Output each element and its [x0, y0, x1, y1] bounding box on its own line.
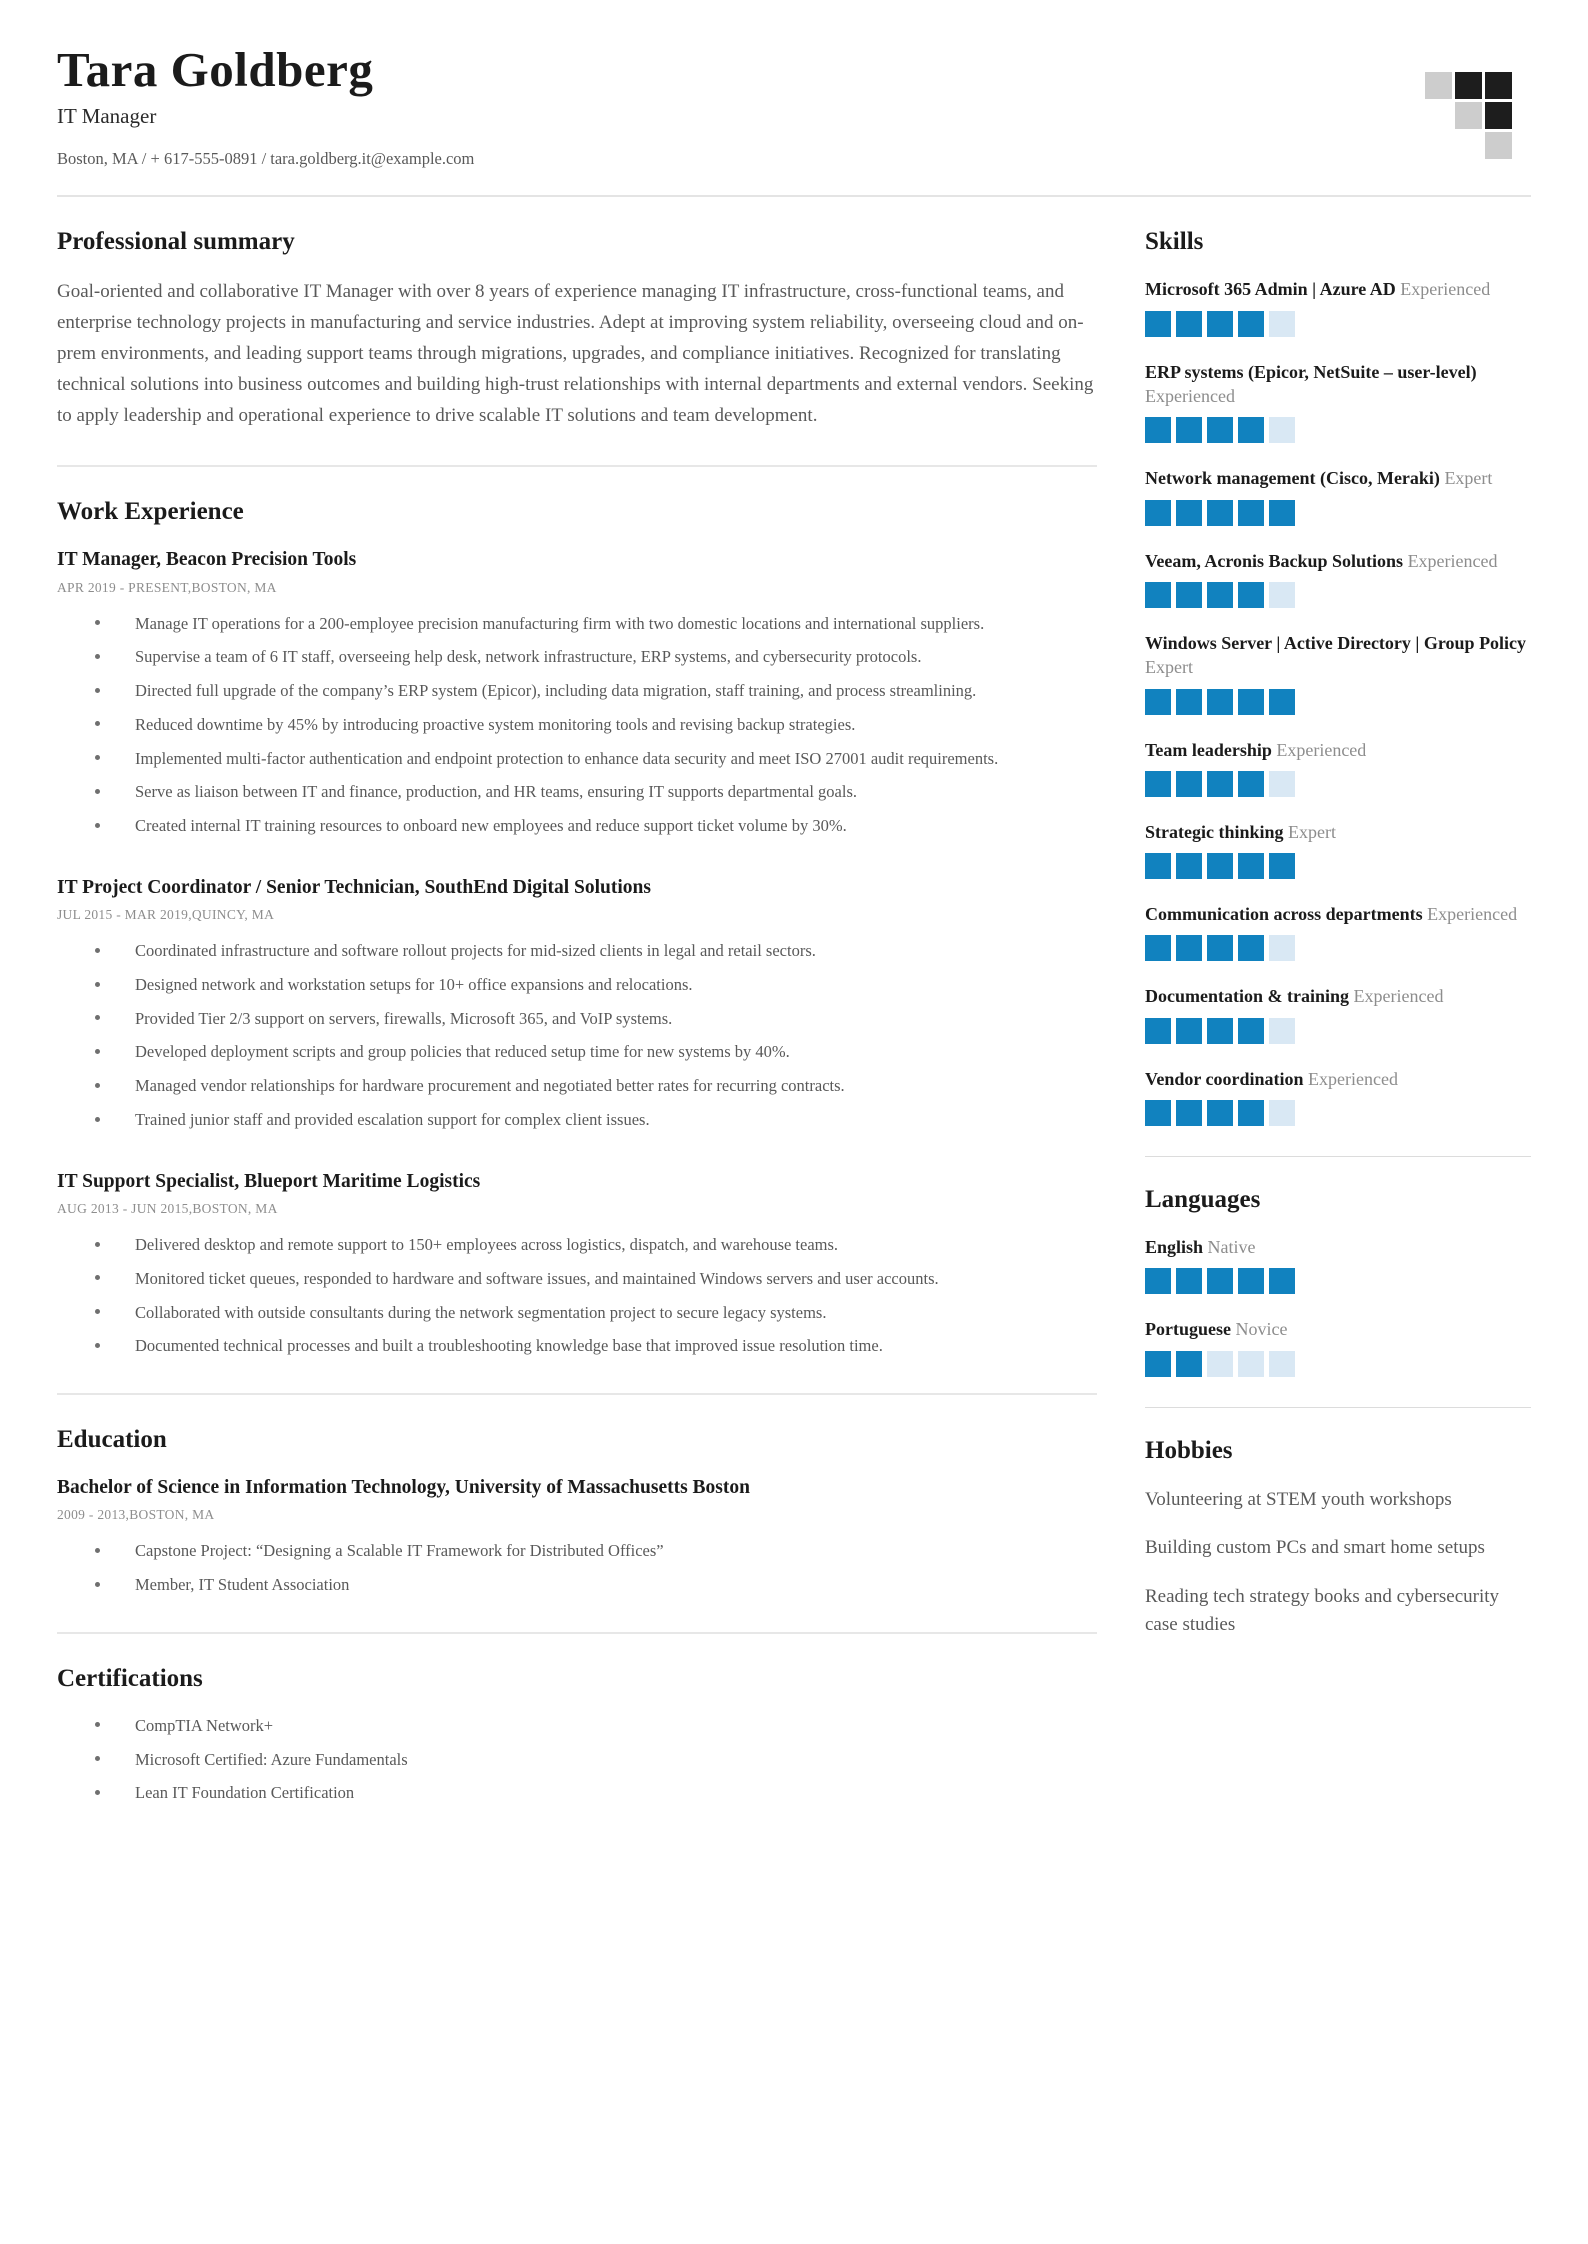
language-level: Novice [1235, 1319, 1288, 1340]
hobby-item: Volunteering at STEM youth workshops [1145, 1488, 1452, 1510]
language-item [1145, 1317, 1531, 1376]
language-item [1145, 1235, 1531, 1294]
sidebar [1145, 227, 1531, 1639]
education-bullet-list [57, 1539, 1097, 1598]
job-bullet: Managed vendor relationships for hardware procurement and negotiated better rates for recurring contracts. [95, 1074, 1097, 1099]
skill-item [1145, 466, 1531, 525]
skill-item [1145, 360, 1531, 444]
job-meta: AUG 2013 - JUN 2015,BOSTON, MA [57, 1201, 278, 1217]
language-name: Portuguese [1145, 1319, 1231, 1340]
skill-level: Experienced [1145, 386, 1235, 407]
job-bullet: Implemented multi-factor authentication and endpoint protection to enhance data security and meet ISO 27001 audit requirements. [95, 747, 1097, 772]
rating-square [1176, 500, 1202, 526]
education-bullet: Member, IT Student Association [95, 1573, 1097, 1598]
rating-square [1176, 1268, 1202, 1294]
language-line [1145, 1235, 1531, 1259]
sidebar-divider [1145, 1407, 1531, 1408]
sidebar-divider [1145, 1156, 1531, 1157]
skill-name: Network management (Cisco, Meraki) [1145, 468, 1440, 489]
skill-item [1145, 738, 1531, 797]
rating-square [1145, 500, 1171, 526]
language-rating [1145, 1268, 1531, 1294]
certification-item: Microsoft Certified: Azure Fundamentals [95, 1748, 1097, 1773]
rating-square [1145, 1018, 1171, 1044]
job-entry [57, 547, 1097, 839]
job-bullet: Serve as liaison between IT and finance, production, and HR teams, ensuring IT supports departmental goals. [95, 780, 1097, 805]
logo-cell [1485, 72, 1512, 99]
job-meta: JUL 2015 - MAR 2019,QUINCY, MA [57, 907, 275, 923]
language-level: Native [1207, 1237, 1256, 1257]
skill-item [1145, 549, 1531, 608]
rating-square [1269, 853, 1295, 879]
job-title: IT Manager, Beacon Precision Tools [57, 549, 357, 571]
certification-item: Lean IT Foundation Certification [95, 1781, 1097, 1806]
person-name: Tara Goldberg [57, 42, 374, 97]
rating-square [1269, 1100, 1295, 1126]
section-certifications [57, 1664, 1097, 1806]
language-line [1145, 1317, 1531, 1341]
logo-cell [1455, 102, 1482, 129]
skill-name: Windows Server | Active Directory | Group Policy [1145, 632, 1527, 653]
rating-square [1269, 1351, 1295, 1377]
summary-heading: Professional summary [57, 228, 295, 256]
section-divider [57, 1393, 1097, 1395]
rating-square [1269, 935, 1295, 961]
language-name: English [1145, 1237, 1204, 1257]
job-bullet: Collaborated with outside consultants during the network segmentation project to secure legacy systems. [95, 1301, 1097, 1326]
skill-rating [1145, 1018, 1531, 1044]
job-bullet: Monitored ticket queues, responded to hardware and software issues, and maintained Windows servers and user accounts. [95, 1267, 1097, 1292]
rating-square [1269, 582, 1295, 608]
skill-name: Strategic thinking [1145, 821, 1284, 842]
skill-line [1145, 277, 1531, 301]
hobby-item: Reading tech strategy books and cybersecurity case studies [1145, 1585, 1500, 1636]
rating-square [1176, 689, 1202, 715]
content-columns [57, 227, 1531, 1815]
rating-square [1176, 1100, 1202, 1126]
rating-square [1269, 417, 1295, 443]
skill-name: ERP systems (Epicor, NetSuite – user-level) [1145, 361, 1477, 382]
section-education [57, 1425, 1097, 1598]
job-bullet: Delivered desktop and remote support to 150+ employees across logistics, dispatch, and warehouse teams. [95, 1233, 1097, 1258]
logo-cell-blank [1425, 132, 1452, 159]
skill-name: Microsoft 365 Admin | Azure AD [1145, 279, 1396, 300]
skill-rating [1145, 771, 1531, 797]
skill-line [1145, 360, 1531, 409]
hobby-item: Building custom PCs and smart home setups [1145, 1537, 1485, 1559]
skill-level: Experienced [1308, 1068, 1398, 1089]
rating-square [1238, 771, 1264, 797]
skill-line [1145, 1067, 1531, 1091]
job-bullet-list [57, 1233, 1097, 1359]
rating-square [1238, 689, 1264, 715]
certification-item: CompTIA Network+ [95, 1714, 1097, 1739]
job-bullet: Documented technical processes and built a troubleshooting knowledge base that improved issue resolution time. [95, 1334, 1097, 1359]
skills-heading: Skills [1145, 228, 1204, 256]
rating-square [1145, 1351, 1171, 1377]
skill-item [1145, 631, 1531, 715]
skill-item [1145, 1067, 1531, 1126]
rating-square [1176, 771, 1202, 797]
rating-square [1176, 1018, 1202, 1044]
rating-square [1207, 1268, 1233, 1294]
rating-square [1269, 311, 1295, 337]
section-languages [1145, 1185, 1531, 1377]
job-entry [57, 875, 1097, 1133]
rating-square [1238, 1351, 1264, 1377]
rating-square [1269, 689, 1295, 715]
skill-rating [1145, 582, 1531, 608]
rating-square [1176, 1351, 1202, 1377]
skill-line [1145, 984, 1531, 1008]
rating-square [1269, 1268, 1295, 1294]
job-bullet-list [57, 939, 1097, 1133]
contact-line: Boston, MA / + 617-555-0891 / tara.goldberg.it@example.com [57, 149, 475, 169]
rating-square [1207, 1018, 1233, 1044]
rating-square [1145, 935, 1171, 961]
summary-text: Goal-oriented and collaborative IT Manager with over 8 years of experience managing IT infrastructure, cross-functional teams, and enterprise technology projects in manufacturing and service industries. Adept at improving system reliability, overseeing cloud and on-prem environments, and leading support teams through migrations, upgrades, and compliance initiatives. Recognized for translating technical solutions into business outcomes and building high-trust relationships with internal departments and external vendors. Seeking to apply leadership and operational experience to drive scalable IT solutions and team development. [57, 281, 1094, 426]
skill-line [1145, 466, 1531, 490]
skill-rating [1145, 1100, 1531, 1126]
rating-square [1145, 417, 1171, 443]
certification-list [57, 1714, 1097, 1806]
header-divider [57, 195, 1531, 197]
rating-square [1238, 935, 1264, 961]
education-bullet: Capstone Project: “Designing a Scalable IT Framework for Distributed Offices” [95, 1539, 1097, 1564]
rating-square [1176, 935, 1202, 961]
skill-line [1145, 902, 1531, 926]
language-rating [1145, 1351, 1531, 1377]
skill-level: Expert [1444, 468, 1493, 489]
job-bullet-list [57, 612, 1097, 839]
rating-square [1207, 935, 1233, 961]
rating-square [1145, 582, 1171, 608]
job-bullet: Coordinated infrastructure and software rollout projects for mid-sized clients in legal and retail sectors. [95, 939, 1097, 964]
rating-square [1238, 1268, 1264, 1294]
skill-name: Veeam, Acronis Backup Solutions [1145, 550, 1404, 571]
skill-name: Vendor coordination [1145, 1068, 1304, 1089]
skill-rating [1145, 500, 1531, 526]
logo-cell-blank [1455, 132, 1482, 159]
section-professional-summary [57, 227, 1097, 431]
rating-square [1207, 311, 1233, 337]
job-bullet: Reduced downtime by 45% by introducing proactive system monitoring tools and revising backup strategies. [95, 713, 1097, 738]
job-bullet: Provided Tier 2/3 support on servers, firewalls, Microsoft 365, and VoIP systems. [95, 1007, 1097, 1032]
rating-square [1238, 853, 1264, 879]
rating-square [1207, 582, 1233, 608]
job-bullet: Manage IT operations for a 200-employee precision manufacturing firm with two domestic locations and international suppliers. [95, 612, 1097, 637]
rating-square [1145, 853, 1171, 879]
skill-name: Communication across departments [1145, 904, 1423, 925]
languages-heading: Languages [1145, 1186, 1261, 1213]
section-skills [1145, 227, 1531, 1126]
rating-square [1269, 500, 1295, 526]
rating-square [1269, 1018, 1295, 1044]
skill-line [1145, 820, 1531, 844]
rating-square [1176, 417, 1202, 443]
section-hobbies [1145, 1436, 1531, 1640]
skill-level: Expert [1288, 821, 1336, 842]
skill-line [1145, 631, 1531, 680]
rating-square [1238, 1100, 1264, 1126]
rating-square [1145, 771, 1171, 797]
job-title: IT Support Specialist, Blueport Maritime Logistics [57, 1170, 481, 1192]
job-bullet: Developed deployment scripts and group policies that reduced setup time for new systems by 40%. [95, 1040, 1097, 1065]
job-title: IT Project Coordinator / Senior Technician, SouthEnd Digital Solutions [57, 876, 651, 898]
pixel-grid-logo [1425, 72, 1512, 159]
section-divider [57, 1632, 1097, 1634]
rating-square [1176, 311, 1202, 337]
job-bullet: Supervise a team of 6 IT staff, overseeing help desk, network infrastructure, ERP systems, and cybersecurity protocols. [95, 645, 1097, 670]
work-heading: Work Experience [57, 498, 244, 526]
rating-square [1176, 853, 1202, 879]
section-work-experience [57, 497, 1097, 1359]
job-entry [57, 1169, 1097, 1359]
rating-square [1207, 689, 1233, 715]
rating-square [1207, 853, 1233, 879]
rating-square [1176, 582, 1202, 608]
rating-square [1207, 417, 1233, 443]
logo-cell [1425, 72, 1452, 99]
rating-square [1145, 1100, 1171, 1126]
skill-rating [1145, 311, 1531, 337]
logo-cell [1485, 102, 1512, 129]
rating-square [1238, 500, 1264, 526]
skill-rating [1145, 689, 1531, 715]
hobbies-heading: Hobbies [1145, 1436, 1233, 1464]
rating-square [1145, 311, 1171, 337]
skill-level: Experienced [1276, 739, 1367, 760]
section-divider [57, 465, 1097, 467]
logo-cell [1455, 72, 1482, 99]
skill-name: Team leadership [1145, 739, 1272, 760]
rating-square [1207, 500, 1233, 526]
skill-name: Documentation & training [1145, 986, 1349, 1007]
job-bullet: Trained junior staff and provided escalation support for complex client issues. [95, 1108, 1097, 1133]
skill-item [1145, 820, 1531, 879]
skill-rating [1145, 417, 1531, 443]
job-bullet: Created internal IT training resources to onboard new employees and reduce support ticket volume by 30%. [95, 814, 1097, 839]
education-entry [57, 1475, 1097, 1598]
skill-rating [1145, 935, 1531, 961]
certifications-heading: Certifications [57, 1664, 203, 1692]
education-meta: 2009 - 2013,BOSTON, MA [57, 1507, 215, 1523]
job-bullet: Directed full upgrade of the company’s ERP system (Epicor), including data migration, staff training, and process streamlining. [95, 679, 1097, 704]
education-heading: Education [57, 1426, 167, 1454]
skill-level: Expert [1145, 657, 1193, 678]
skill-item [1145, 984, 1531, 1043]
rating-square [1207, 771, 1233, 797]
rating-square [1207, 1100, 1233, 1126]
skill-item [1145, 277, 1531, 336]
rating-square [1145, 1268, 1171, 1294]
header [57, 44, 1531, 169]
degree-title: Bachelor of Science in Information Technology, University of Massachusetts Boston [57, 1477, 750, 1499]
job-meta: APR 2019 - PRESENT,BOSTON, MA [57, 579, 277, 595]
rating-square [1238, 582, 1264, 608]
rating-square [1238, 417, 1264, 443]
skill-level: Experienced [1407, 550, 1498, 571]
job-bullet: Designed network and workstation setups for 10+ office expansions and relocations. [95, 973, 1097, 998]
skill-level: Experienced [1353, 986, 1444, 1007]
skill-level: Experienced [1400, 279, 1491, 300]
person-title: IT Manager [57, 104, 157, 129]
rating-square [1207, 1351, 1233, 1377]
skill-item [1145, 902, 1531, 961]
logo-cell-blank [1425, 102, 1452, 129]
skill-line [1145, 738, 1531, 762]
rating-square [1145, 689, 1171, 715]
logo-cell [1485, 132, 1512, 159]
main-column [57, 227, 1097, 1815]
rating-square [1238, 311, 1264, 337]
rating-square [1238, 1018, 1264, 1044]
skill-line [1145, 549, 1531, 573]
rating-square [1269, 771, 1295, 797]
skill-rating [1145, 853, 1531, 879]
skill-level: Experienced [1427, 904, 1518, 925]
